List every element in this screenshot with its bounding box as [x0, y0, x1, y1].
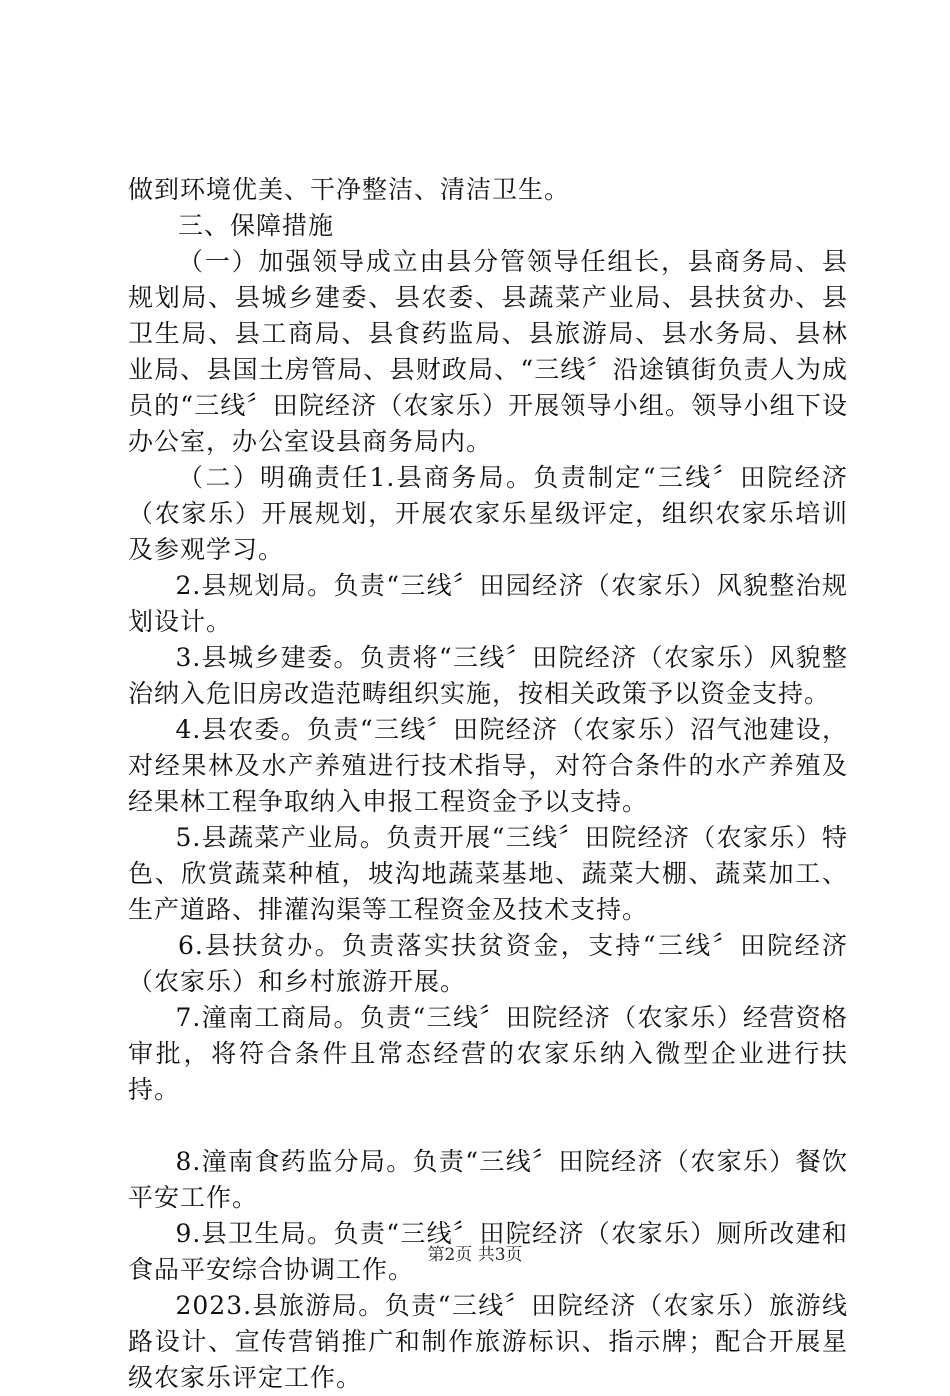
page-number-footer: 第2页 共3页: [427, 1245, 523, 1265]
list-item: 4.县农委。负责“三线〞田院经济（农家乐）沼气池建设，对经果林及水产养殖进行技术指导，对符合条件的水产养殖及经果林工程争取纳入申报工程资金予以支持。: [128, 715, 848, 816]
paragraph-responsibility: （二）明确责任1.县商务局。负责制定“三线〞田院经济（农家乐）开展规划，开展农家乐星级评定，组织农家乐培训及参观学习。: [128, 463, 848, 564]
list-item: 8.潼南食药监分局。负责“三线〞田院经济（农家乐）餐饮平安工作。: [128, 1147, 848, 1212]
list-item: 3.县城乡建委。负责将“三线〞田院经济（农家乐）风貌整治纳入危旧房改造范畴组织实施，按相关政策予以资金支持。: [128, 643, 848, 708]
paragraph-continuation: 做到环境优美、干净整洁、清洁卫生。: [128, 175, 571, 204]
list-item: 2023.县旅游局。负责“三线〞田院经济（农家乐）旅游线路设计、宣传营销推广和制作旅游标识、指示牌；配合开展星级农家乐评定工作。: [128, 1291, 848, 1392]
list-item: 2.县规划局。负责“三线〞田园经济（农家乐）风貌整治规划设计。: [128, 571, 848, 636]
paragraph-leadership: （一）加强领导成立由县分管领导任组长，县商务局、县规划局、县城乡建委、县农委、县蔬菜产业局、县扶贫办、县卫生局、县工商局、县食药监局、县旅游局、县水务局、县林业局、县国土房管局、县财政局、“三线〞沿途镇街负责人为成员的“三线〞田院经济（农家乐）开展领导小组。领导小组下设办公室，办公室设县商务局内。: [128, 247, 848, 456]
paragraph-gap: [128, 1108, 848, 1144]
list-item: 6.县扶贫办。负责落实扶贫资金，支持“三线〞田院经济（农家乐）和乡村旅游开展。: [128, 931, 848, 996]
list-item: 9.县卫生局。负责“三线〞田院经济（农家乐）厕所改建和食品平安综合协调工作。: [128, 1219, 848, 1284]
section-heading: 三、保障措施: [178, 211, 335, 240]
list-item: 7.潼南工商局。负责“三线〞田院经济（农家乐）经营资格审批，将符合条件且常态经营的农家乐纳入微型企业进行扶持。: [128, 1003, 848, 1104]
document-body: [128, 172, 848, 1396]
list-item: 5.县蔬菜产业局。负责开展“三线〞田院经济（农家乐）特色、欣赏蔬菜种植，坡沟地蔬菜基地、蔬菜大棚、蔬菜加工、生产道路、排灌沟渠等工程资金及技术支持。: [128, 823, 848, 924]
